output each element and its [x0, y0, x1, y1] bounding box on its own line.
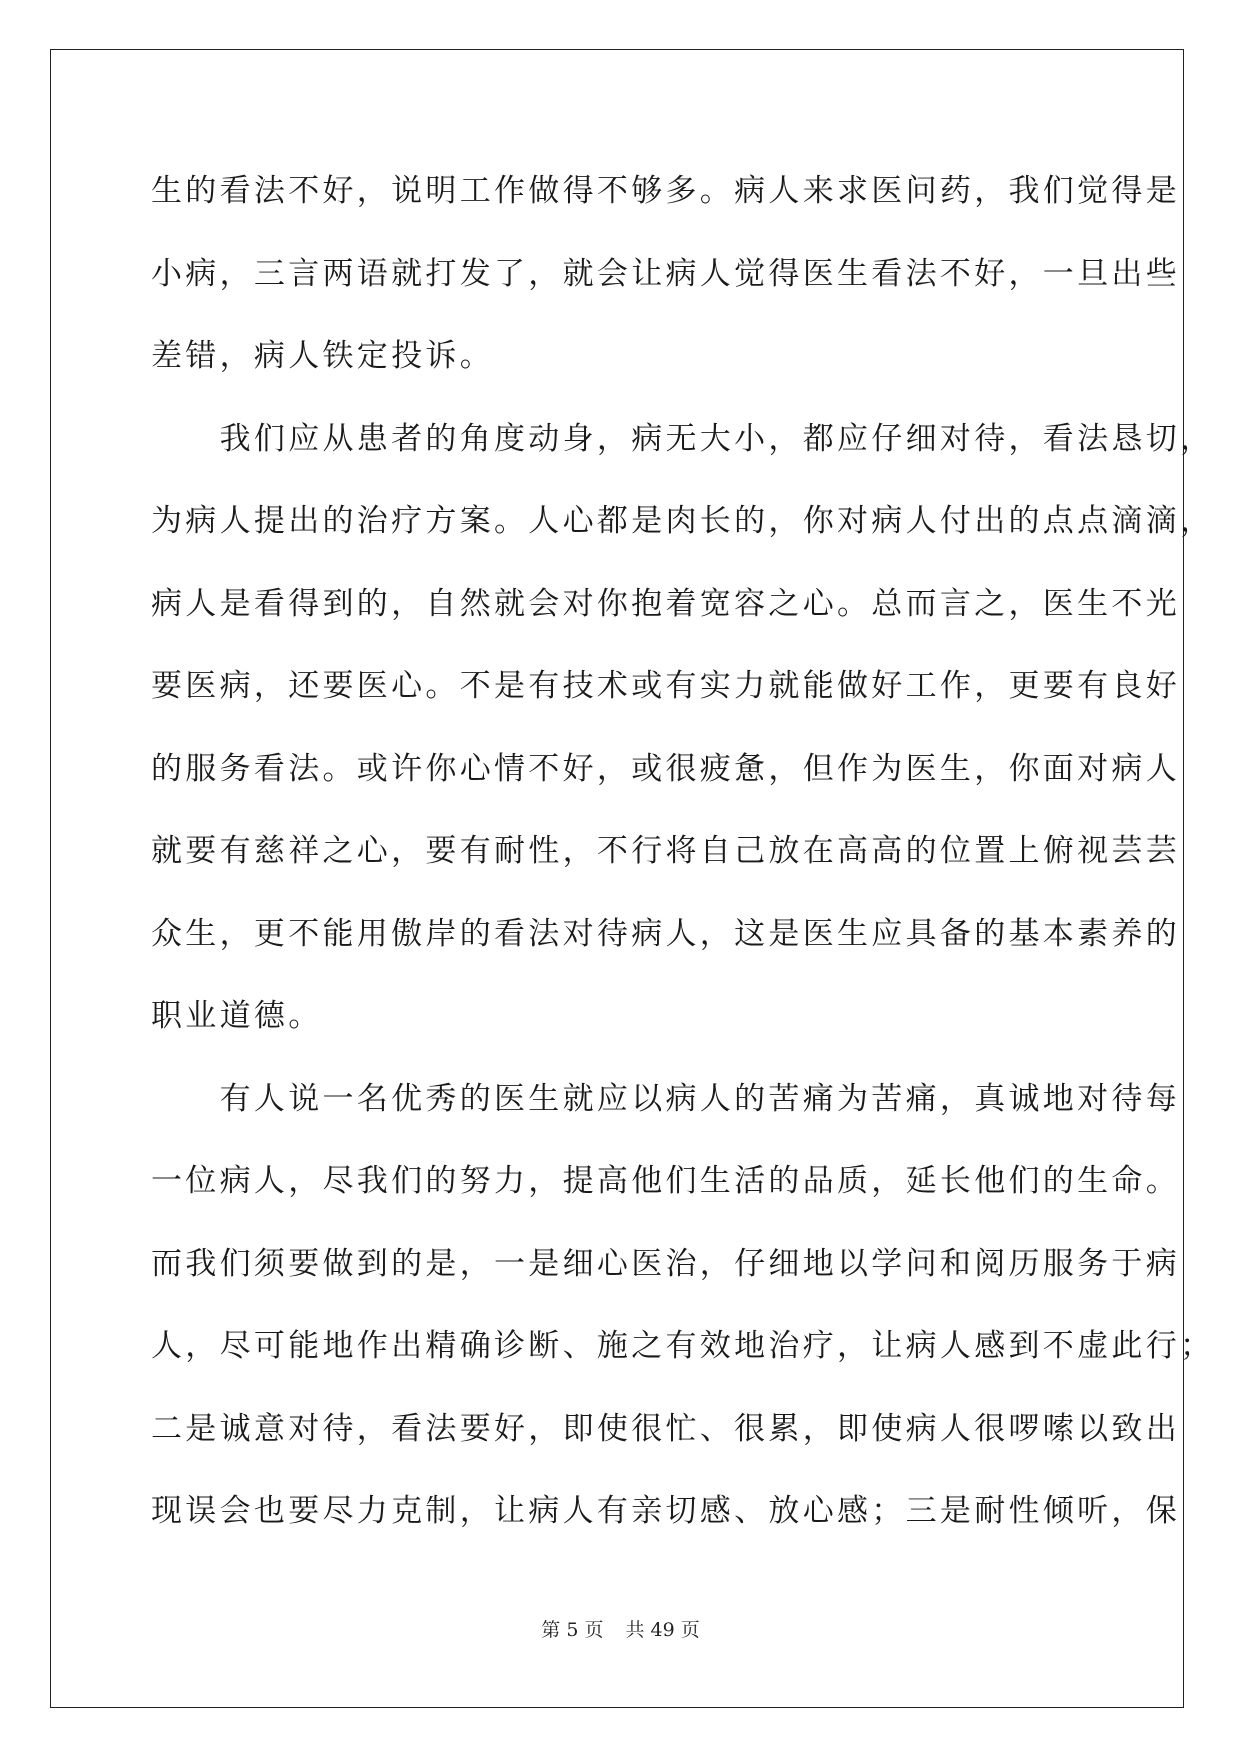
text-line: 职业道德。 [151, 998, 323, 1034]
text-line: 差错，病人铁定投诉。 [151, 338, 494, 374]
text-line: 而我们须要做到的是，一是细心医治，仔细地以学问和阅历服务于病 [151, 1245, 1180, 1282]
total-pages: 共 49 页 [625, 1619, 700, 1641]
text-line: 二是诚意对待，看法要好，即使很忙、很累，即使病人很啰嗦以致出 [151, 1410, 1180, 1447]
text-line: 小病，三言两语就打发了，就会让病人觉得医生看法不好，一旦出些 [151, 255, 1180, 292]
text-line: 一位病人，尽我们的努力，提高他们生活的品质，延长他们的生命。 [151, 1163, 1180, 1199]
page-number: 第 5 页 [541, 1619, 604, 1641]
text-line: 生的看法不好，说明工作做得不够多。病人来求医问药，我们觉得是 [151, 173, 1180, 209]
document-body [151, 160, 1215, 1563]
text-line: 有人说一名优秀的医生就应以病人的苦痛为苦痛，真诚地对待每 [151, 1080, 1180, 1117]
text-line: 的服务看法。或许你心情不好，或很疲惫，但作为医生，你面对病人 [151, 750, 1180, 787]
text-line: 人，尽可能地作出精确诊断、施之有效地治疗，让病人感到不虚此行； [151, 1328, 1215, 1364]
text-line: 众生，更不能用傲岸的看法对待病人，这是医生应具备的基本素养的 [151, 915, 1180, 952]
text-line: 要医病，还要医心。不是有技术或有实力就能做好工作，更要有良好 [151, 668, 1180, 704]
text-line: 就要有慈祥之心，要有耐性，不行将自己放在高高的位置上俯视芸芸 [151, 833, 1180, 869]
text-line: 为病人提出的治疗方案。人心都是肉长的，你对病人付出的点点滴滴， [151, 503, 1215, 539]
text-line: 我们应从患者的角度动身，病无大小，都应仔细对待，看法恳切， [151, 420, 1215, 457]
text-line: 病人是看得到的，自然就会对你抱着宽容之心。总而言之，医生不光 [151, 585, 1180, 622]
page-footer [0, 1618, 1241, 1642]
text-line: 现误会也要尽力克制，让病人有亲切感、放心感；三是耐性倾听，保 [151, 1493, 1180, 1529]
